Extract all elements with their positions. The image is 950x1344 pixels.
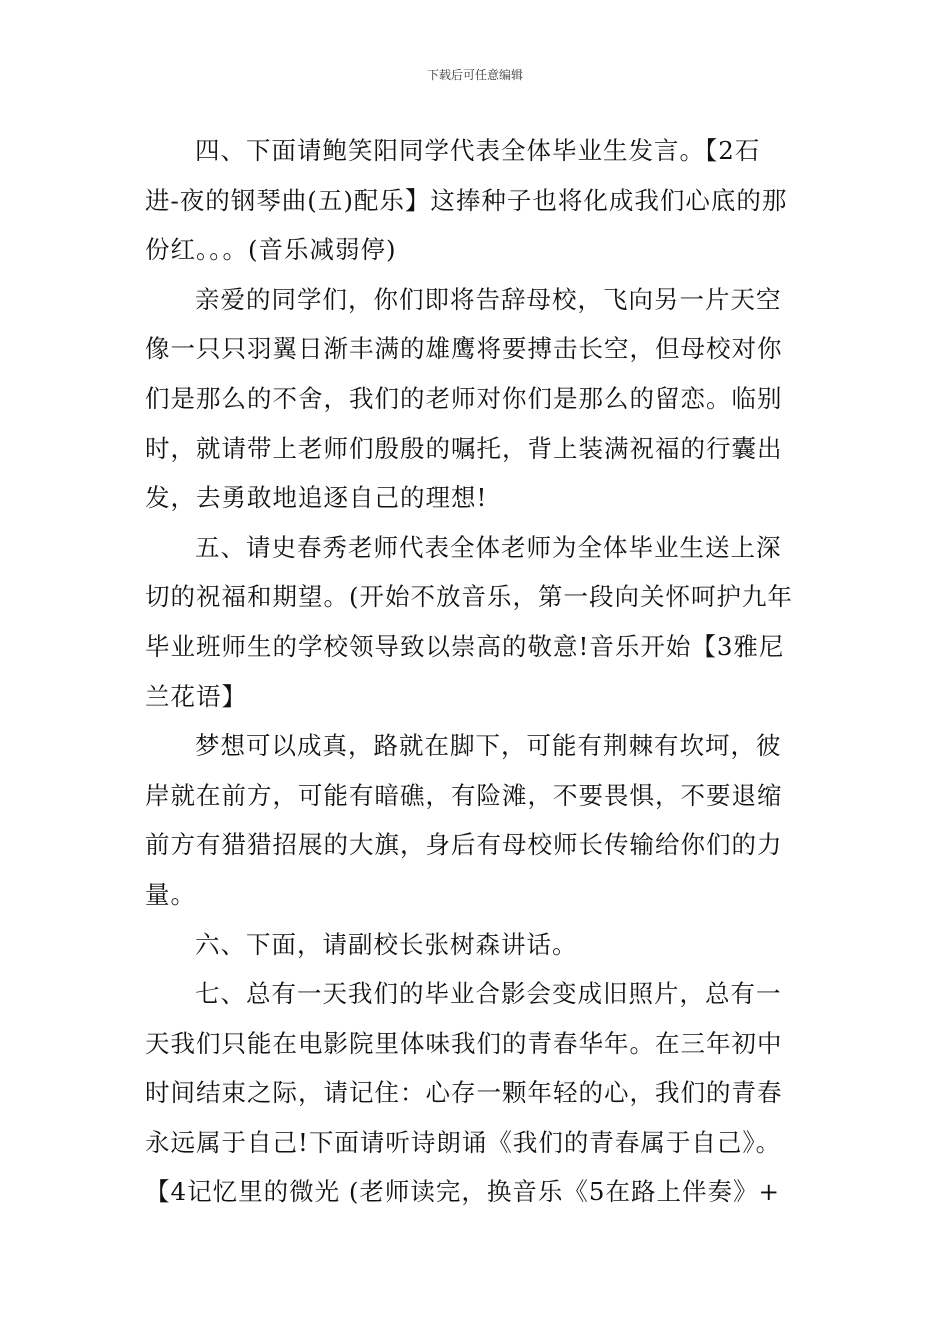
text-line: 岸就在前方，可能有暗礁，有险滩，不要畏惧，不要退缩: [145, 780, 783, 810]
text-line: 永远属于自己!下面请听诗朗诵《我们的青春属于自己》。: [145, 1127, 782, 1157]
text-line: 切的祝福和期望。(开始不放音乐，第一段向关怀呵护九年: [145, 582, 794, 612]
text-line: 进-夜的钢琴曲(五)配乐】这捧种子也将化成我们心底的那: [145, 185, 788, 215]
text-line: 份红。。。(音乐减弱停): [145, 235, 397, 265]
text-line: 前方有猎猎招展的大旗，身后有母校师长传输给你们的力: [145, 830, 783, 860]
text-line: 五、请史春秀老师代表全体老师为全体毕业生送上深: [195, 532, 782, 562]
text-line: 们是那么的不舍，我们的老师对你们是那么的留恋。临别: [145, 383, 783, 413]
text-line: 像一只只羽翼日渐丰满的雄鹰将要搏击长空，但母校对你: [145, 334, 783, 364]
text-line: 时间结束之际，请记住：心存一颗年轻的心，我们的青春: [145, 1078, 783, 1108]
text-line: 梦想可以成真，路就在脚下，可能有荆棘有坎坷，彼: [195, 731, 782, 761]
text-line: 四、下面请鲍笑阳同学代表全体毕业生发言。【2石: [195, 136, 761, 165]
text-line: 六、下面，请副校长张树森讲话。: [195, 929, 578, 959]
text-line: 天我们只能在电影院里体味我们的青春华年。在三年初中: [145, 1028, 783, 1058]
text-line: 量。: [145, 879, 196, 909]
text-line: 时，就请带上老师们殷殷的嘱托，背上装满祝福的行囊出: [145, 433, 783, 463]
page-header: 下载后可任意编辑: [426, 68, 523, 82]
text-line: 毕业班师生的学校领导致以崇高的敬意!音乐开始【3雅尼: [145, 631, 785, 661]
text-line: 七、总有一天我们的毕业合影会变成旧照片，总有一: [195, 979, 782, 1009]
text-line: 亲爱的同学们，你们即将告辞母校，飞向另一片天空: [195, 284, 782, 314]
text-line: 发，去勇敢地追逐自己的理想!: [145, 483, 488, 513]
text-line: 【4记忆里的微光 (老师读完，换音乐《5在路上伴奏》+: [145, 1177, 781, 1207]
text-line: 兰花语】: [145, 681, 247, 711]
paragraph-speech-principal: [145, 920, 810, 970]
paragraph-speech-student: [145, 126, 810, 275]
paragraph-speech-teacher: [145, 523, 810, 721]
paragraph-youth: [145, 969, 810, 1217]
paragraph-farewell: [145, 275, 810, 523]
document-body: [145, 126, 810, 1217]
paragraph-dream: [145, 721, 810, 919]
